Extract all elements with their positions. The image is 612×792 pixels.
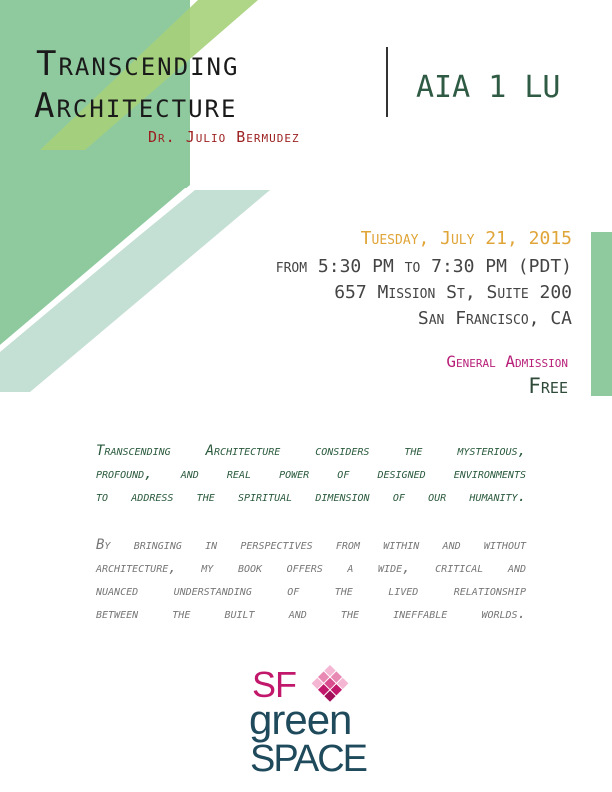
event-city: San Francisco, CA <box>417 308 572 329</box>
logo-space-text: SPACE <box>250 738 367 780</box>
description-line: profound, and real power of designed environments <box>96 466 526 482</box>
title-divider <box>386 47 388 117</box>
quote-paragraph <box>96 534 526 626</box>
logo-sf-text: SF <box>252 664 297 705</box>
quote-line: nuanced understanding of the lived relationship <box>96 583 526 599</box>
description-line: to address the spiritual dimension of our humanity. <box>96 489 526 505</box>
admission-value: Free <box>528 374 568 398</box>
credit-label: AIA 1 LU <box>416 70 561 105</box>
quote-line: By bringing in perspectives from within and without <box>96 537 526 553</box>
quote-line: between the built and the ineffable worlds. <box>96 606 526 622</box>
event-address: 657 Mission St, Suite 200 <box>334 282 572 303</box>
title-line-2: Architecture <box>34 86 238 126</box>
title-line-1: Transcending <box>36 44 240 84</box>
description-line: Transcending Architecture considers the mysterious, <box>96 443 526 459</box>
event-time: from 5:30 PM to 7:30 PM (PDT) <box>275 256 572 277</box>
event-date: Tuesday, July 21, 2015 <box>360 228 572 249</box>
description-paragraph <box>96 440 526 509</box>
author-name: Dr. Julio Bermudez <box>148 128 300 146</box>
admission-label: General Admission <box>446 352 568 371</box>
right-accent-bar <box>591 232 612 396</box>
logo-green-text: green <box>249 696 352 743</box>
quote-line: architecture, my book offers a wide, critical and <box>96 560 526 576</box>
